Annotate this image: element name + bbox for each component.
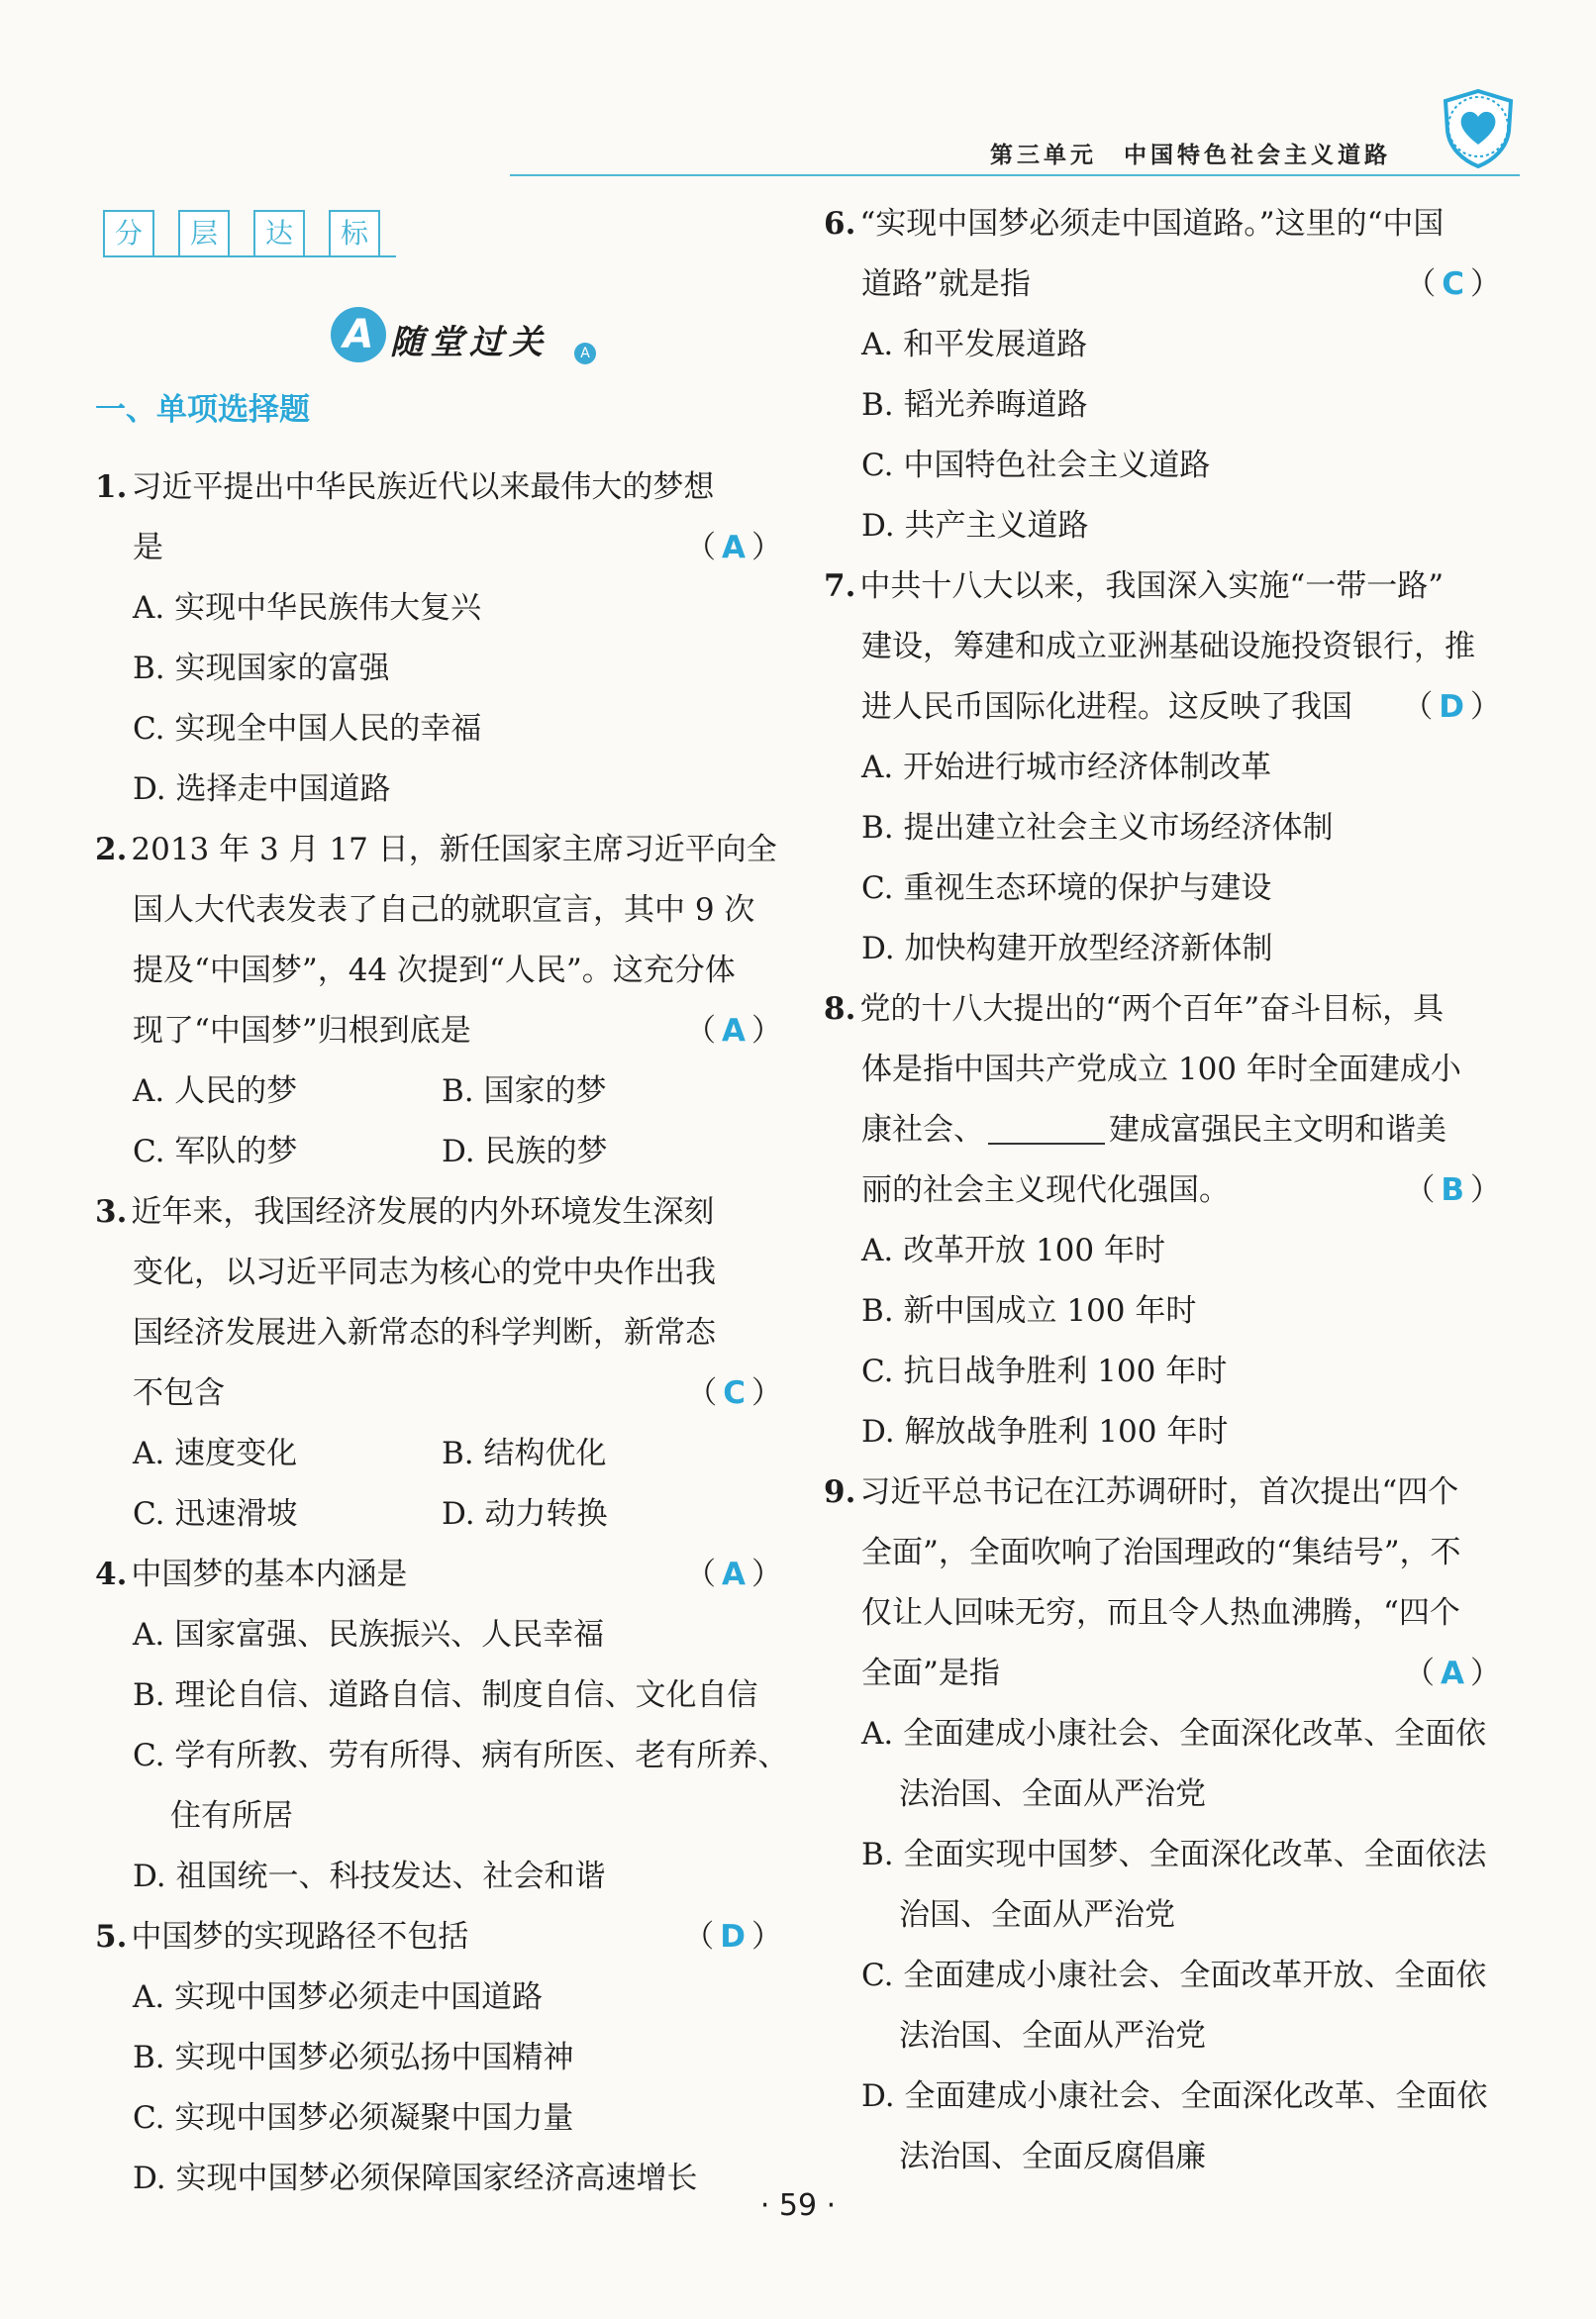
paren-open: （	[685, 530, 722, 565]
option: D. 实现中国梦必须保障国家经济高速增长	[133, 2161, 698, 2196]
option: A. 实现中华民族伟大复兴	[133, 590, 482, 626]
question-stem: 建设，筹建和成立亚洲基础设施投资银行，推	[861, 629, 1475, 664]
question-stem: 康社会、	[861, 1112, 984, 1148]
paren-close: ）	[751, 1375, 788, 1411]
option: A. 国家富强、民族振兴、人民幸福	[133, 1617, 605, 1653]
paren-close: ）	[751, 530, 788, 565]
option: C. 中国特色社会主义道路	[861, 448, 1211, 483]
answer-value: B	[1441, 1172, 1470, 1208]
option: B. 实现国家的富强	[133, 651, 390, 686]
question-stem-line	[824, 1100, 1507, 1160]
option-row	[95, 1484, 788, 1545]
answer-value: A	[722, 1557, 751, 1592]
option: D. 解放战争胜利 100 年时	[861, 1414, 1229, 1450]
option: B. 新中国成立 100 年时	[861, 1293, 1197, 1329]
question-stem: 近年来，我国经济发展的内外环境发生深刻	[131, 1194, 715, 1230]
unit-title: 第三单元 中国特色社会主义道路	[990, 142, 1391, 168]
question-number: 1.	[95, 469, 128, 505]
question-stem: 中共十八大以来，我国深入实施“一带一路”	[859, 568, 1445, 604]
option-row	[95, 1061, 788, 1122]
fill-blank	[988, 1119, 1105, 1145]
question-6	[824, 194, 1507, 254]
option-row	[95, 1122, 788, 1182]
answer-value: D	[1439, 689, 1470, 725]
option: C. 实现中国梦必须凝聚中国力量	[133, 2100, 574, 2136]
answer-value: D	[720, 1919, 751, 1955]
option: B. 全面实现中国梦、全面深化改革、全面依法	[861, 1837, 1487, 1872]
paren-open: （	[1404, 1656, 1441, 1691]
question-stem-line	[95, 518, 788, 578]
question-stem: 体是指中国共产党成立 100 年时全面建成小	[861, 1052, 1461, 1087]
option: B. 提出建立社会主义市场经济体制	[861, 810, 1334, 846]
question-stem: 仅让人回味无穷，而且令人热血沸腾，“四个	[861, 1595, 1460, 1631]
banner-char: 层	[178, 210, 230, 257]
section-badge-small: A	[574, 343, 596, 364]
question-stem-line	[824, 254, 1507, 315]
option: B. 国家的梦	[442, 1073, 607, 1109]
question-stem: 变化，以习近平同志为核心的党中央作出我	[133, 1255, 716, 1290]
question-number: 6.	[824, 206, 856, 242]
answer-bracket	[685, 1001, 788, 1061]
banner-char: 分	[103, 210, 154, 257]
question-1	[95, 457, 788, 518]
option: C. 实现全中国人民的幸福	[133, 711, 482, 747]
paren-close: ）	[751, 1919, 788, 1955]
option: D. 全面建成小康社会、全面深化改革、全面依	[861, 2078, 1488, 2114]
subsection-title: 一、单项选择题	[95, 392, 310, 428]
option-continued: 住有所居	[170, 1798, 293, 1834]
question-stem: 党的十八大提出的“两个百年”奋斗目标，具	[859, 991, 1445, 1027]
question-stem-line	[95, 1001, 788, 1061]
paren-close: ）	[751, 1557, 788, 1592]
question-number: 4.	[95, 1557, 128, 1592]
option: D. 加快构建开放型经济新体制	[861, 931, 1273, 966]
option-continued: 法治国、全面反腐倡廉	[899, 2139, 1206, 2174]
question-stem: 建成富强民主文明和谐美	[1109, 1112, 1446, 1148]
option: D. 民族的梦	[442, 1134, 608, 1169]
option: B. 结构优化	[442, 1436, 607, 1471]
question-stem-line	[824, 677, 1507, 738]
question-stem: 中国梦的实现路径不包括	[131, 1919, 469, 1955]
question-stem: 2013 年 3 月 17 日，新任国家主席习近平向全	[131, 832, 777, 867]
right-column	[824, 194, 1507, 2187]
question-stem: 提及“中国梦”，44 次提到“人民”。这充分体	[133, 953, 736, 988]
option: D. 选择走中国道路	[133, 771, 391, 807]
option: A. 和平发展道路	[861, 327, 1088, 362]
option: C. 学有所教、劳有所得、病有所医、老有所养、	[133, 1738, 789, 1773]
left-column	[95, 457, 788, 2209]
question-number: 3.	[95, 1194, 128, 1230]
answer-bracket	[685, 1545, 788, 1605]
paren-close: ）	[1470, 266, 1507, 302]
question-stem-line	[824, 1644, 1507, 1704]
section-title: 随堂过关	[390, 323, 549, 362]
paren-open: （	[686, 1375, 724, 1411]
option-continued: 治国、全面从严治党	[899, 1897, 1175, 1933]
section-badge: A	[331, 307, 386, 362]
banner-char: 标	[329, 210, 380, 257]
paren-open: （	[685, 1557, 722, 1592]
option: A. 开始进行城市经济体制改革	[861, 750, 1272, 785]
option: A. 全面建成小康社会、全面深化改革、全面依	[861, 1716, 1487, 1752]
option: B. 韬光养晦道路	[861, 387, 1088, 423]
answer-bracket	[1405, 254, 1507, 315]
answer-value: A	[722, 530, 751, 565]
option: A. 实现中国梦必须走中国道路	[133, 1979, 544, 2015]
page-number: · 59 ·	[759, 2188, 837, 2223]
question-2	[95, 820, 788, 880]
question-number: 5.	[95, 1919, 128, 1955]
paren-open: （	[685, 1013, 722, 1049]
option: D. 祖国统一、科技发达、社会和谐	[133, 1859, 606, 1894]
question-stem: 国人大代表发表了自己的就职宣言，其中 9 次	[133, 892, 755, 928]
question-5	[95, 1907, 788, 1967]
option: C. 重视生态环境的保护与建设	[861, 870, 1272, 906]
answer-bracket	[1404, 1644, 1507, 1704]
question-stem-line	[95, 1363, 788, 1424]
question-3	[95, 1182, 788, 1243]
answer-bracket	[685, 518, 788, 578]
question-stem: 不包含	[133, 1375, 225, 1411]
question-stem-line	[824, 1160, 1507, 1221]
answer-value: A	[722, 1013, 751, 1049]
question-number: 8.	[824, 991, 856, 1027]
question-stem: 习近平提出中华民族近代以来最伟大的梦想	[131, 469, 715, 505]
question-stem: 习近平总书记在江苏调研时，首次提出“四个	[859, 1474, 1459, 1510]
paren-close: ）	[1470, 1656, 1507, 1691]
answer-value: C	[1442, 266, 1470, 302]
answer-bracket	[683, 1907, 788, 1967]
question-8	[824, 979, 1507, 1040]
question-4	[95, 1545, 788, 1605]
answer-bracket	[1404, 1160, 1507, 1221]
question-stem: 全面”是指	[861, 1656, 1000, 1691]
answer-bracket	[1402, 677, 1507, 738]
option: C. 军队的梦	[133, 1134, 298, 1169]
paren-open: （	[1404, 1172, 1442, 1208]
option: D. 共产主义道路	[861, 508, 1089, 544]
answer-value: A	[1441, 1656, 1470, 1691]
option: B. 理论自信、道路自信、制度自信、文化自信	[133, 1677, 758, 1713]
question-number: 2.	[95, 832, 128, 867]
paren-close: ）	[1470, 1172, 1507, 1208]
option: C. 迅速滑坡	[133, 1496, 298, 1532]
question-stem: 中国梦的基本内涵是	[131, 1557, 408, 1592]
paren-close: ）	[751, 1013, 788, 1049]
option: C. 全面建成小康社会、全面改革开放、全面依	[861, 1958, 1487, 1993]
option-row	[95, 1424, 788, 1484]
question-stem: 国经济发展进入新常态的科学判断，新常态	[133, 1315, 716, 1351]
option: A. 人民的梦	[133, 1073, 298, 1109]
banner-char: 达	[253, 210, 305, 257]
question-stem: 是	[133, 530, 163, 565]
option: A. 速度变化	[133, 1436, 298, 1471]
paren-open: （	[1405, 266, 1443, 302]
paren-close: ）	[1470, 689, 1507, 725]
option: D. 动力转换	[442, 1496, 608, 1532]
question-stem: 现了“中国梦”归根到底是	[133, 1013, 471, 1049]
shield-heart-icon	[1438, 87, 1519, 168]
question-number: 7.	[824, 568, 856, 604]
option: B. 实现中国梦必须弘扬中国精神	[133, 2040, 574, 2075]
paren-open: （	[1402, 689, 1440, 725]
question-7	[824, 556, 1507, 617]
banner-layered-standards	[103, 210, 396, 261]
question-stem: “实现中国梦必须走中国道路。”这里的“中国	[859, 206, 1445, 242]
question-stem: 进人民币国际化进程。这反映了我国	[861, 689, 1352, 725]
answer-bracket	[686, 1363, 788, 1424]
option: A. 改革开放 100 年时	[861, 1233, 1165, 1268]
option: C. 抗日战争胜利 100 年时	[861, 1354, 1228, 1389]
question-stem: 丽的社会主义现代化强国。	[861, 1172, 1230, 1208]
answer-value: C	[723, 1375, 751, 1411]
question-stem: 道路”就是指	[861, 266, 1031, 302]
paren-open: （	[683, 1919, 721, 1955]
question-number: 9.	[824, 1474, 856, 1510]
option-continued: 法治国、全面从严治党	[899, 2018, 1206, 2054]
question-9	[824, 1462, 1507, 1523]
question-stem: 全面”，全面吹响了治国理政的“集结号”，不	[861, 1535, 1461, 1570]
header-rule	[510, 174, 1520, 176]
option-continued: 法治国、全面从严治党	[899, 1776, 1206, 1812]
